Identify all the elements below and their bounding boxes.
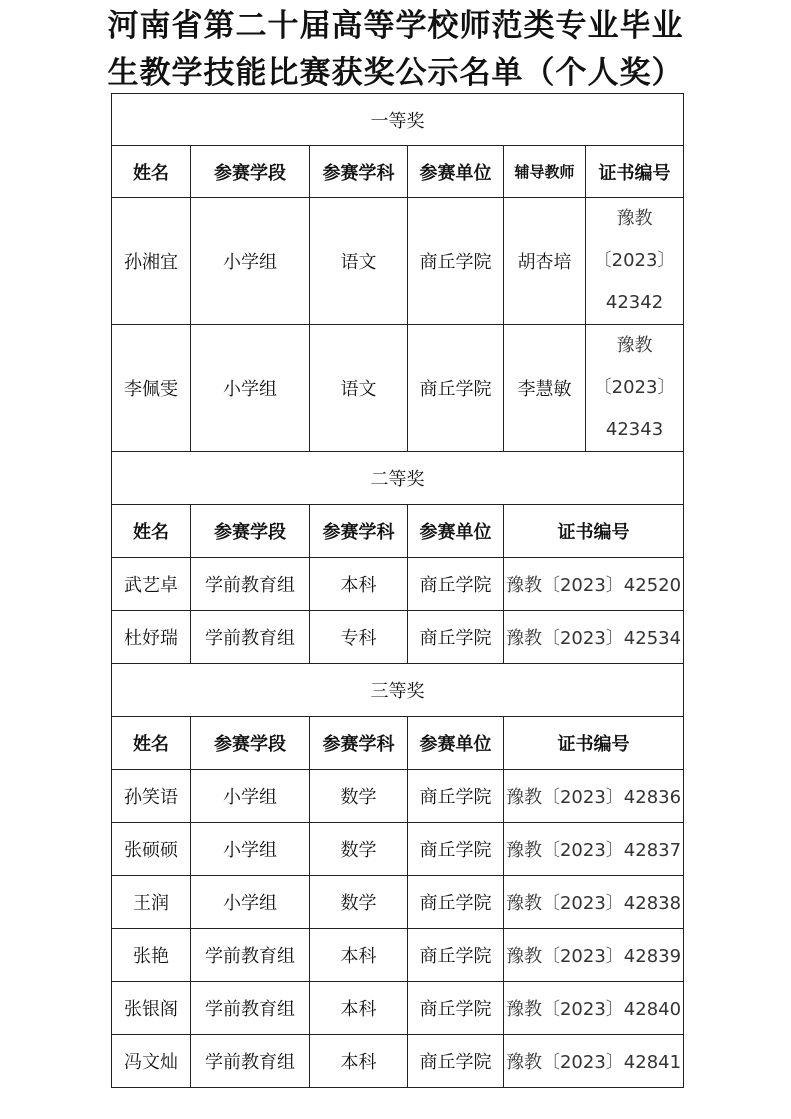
cell-unit: 商丘学院 [408, 558, 504, 611]
header-cert: 证书编号 [504, 717, 684, 770]
cell-stage: 学前教育组 [191, 1035, 310, 1088]
cell-cert: 豫教〔2023〕42840 [504, 982, 684, 1035]
cell-stage: 小学组 [191, 325, 310, 452]
cell-stage: 学前教育组 [191, 929, 310, 982]
header-name: 姓名 [112, 505, 191, 558]
cell-tutor: 李慧敏 [504, 325, 586, 452]
table-row [112, 876, 684, 929]
second-prize-label: 二等奖 [112, 452, 684, 505]
header-stage: 参赛学段 [191, 717, 310, 770]
header-stage: 参赛学段 [191, 505, 310, 558]
header-subject: 参赛学科 [310, 505, 408, 558]
cell-stage: 小学组 [191, 876, 310, 929]
cell-unit: 商丘学院 [408, 823, 504, 876]
cell-name: 武艺卓 [112, 558, 191, 611]
cell-name: 孙笑语 [112, 770, 191, 823]
cell-cert: 豫教〔2023〕42836 [504, 770, 684, 823]
cell-name: 李佩雯 [112, 325, 191, 452]
cert-number: 42343 [605, 419, 664, 440]
cell-stage: 学前教育组 [191, 611, 310, 664]
table-row [112, 929, 684, 982]
cell-cert: 豫教〔2023〕42837 [504, 823, 684, 876]
cell-subject: 数学 [310, 770, 408, 823]
cell-subject: 语文 [310, 198, 408, 325]
header-name: 姓名 [112, 146, 191, 198]
cell-subject: 本科 [310, 982, 408, 1035]
document-title-line-2: 生教学技能比赛获奖公示名单（个人奖） [107, 55, 684, 91]
cell-cert: 豫教〔2023〕42839 [504, 929, 684, 982]
table-row [112, 198, 684, 325]
cell-subject: 数学 [310, 823, 408, 876]
table-row [112, 770, 684, 823]
cell-name: 王润 [112, 876, 191, 929]
header-name: 姓名 [112, 717, 191, 770]
cell-subject: 本科 [310, 558, 408, 611]
table-row [112, 611, 684, 664]
cell-cert: 豫教〔2023〕42838 [504, 876, 684, 929]
third-prize-label: 三等奖 [112, 664, 684, 717]
table-row [112, 982, 684, 1035]
cell-unit: 商丘学院 [408, 1035, 504, 1088]
cell-cert: 豫教〔2023〕42520 [504, 558, 684, 611]
cell-name: 杜妤瑞 [112, 611, 191, 664]
cell-subject: 本科 [310, 1035, 408, 1088]
header-unit: 参赛单位 [408, 717, 504, 770]
cell-subject: 专科 [310, 611, 408, 664]
cell-stage: 学前教育组 [191, 558, 310, 611]
header-cert: 证书编号 [504, 505, 684, 558]
cell-name: 孙湘宜 [112, 198, 191, 325]
first-prize-header-row [112, 146, 684, 198]
cell-unit: 商丘学院 [408, 982, 504, 1035]
header-subject: 参赛学科 [310, 717, 408, 770]
header-unit: 参赛单位 [408, 146, 504, 198]
table-row [112, 823, 684, 876]
cell-stage: 小学组 [191, 823, 310, 876]
cell-subject: 本科 [310, 929, 408, 982]
cell-unit: 商丘学院 [408, 325, 504, 452]
cell-name: 冯文灿 [112, 1035, 191, 1088]
cert-prefix: 豫教〔2023〕 [593, 335, 676, 398]
cell-subject: 语文 [310, 325, 408, 452]
award-table [111, 93, 684, 1088]
cert-prefix: 豫教〔2023〕 [593, 208, 676, 271]
cell-subject: 数学 [310, 876, 408, 929]
cert-number: 42342 [605, 292, 664, 313]
cell-unit: 商丘学院 [408, 876, 504, 929]
document-title-line-1: 河南省第二十届高等学校师范类专业毕业 [107, 8, 684, 44]
table-row [112, 325, 684, 452]
table-row [112, 1035, 684, 1088]
first-prize-label: 一等奖 [112, 94, 684, 146]
header-cert: 证书编号 [586, 146, 684, 198]
header-unit: 参赛单位 [408, 505, 504, 558]
cell-unit: 商丘学院 [408, 611, 504, 664]
second-prize-header-row [112, 505, 684, 558]
header-stage: 参赛学段 [191, 146, 310, 198]
cell-tutor: 胡杏培 [504, 198, 586, 325]
cell-cert: 豫教〔2023〕42534 [504, 611, 684, 664]
cell-unit: 商丘学院 [408, 929, 504, 982]
cell-stage: 学前教育组 [191, 982, 310, 1035]
cell-cert [586, 325, 684, 452]
table-row [112, 558, 684, 611]
cell-unit: 商丘学院 [408, 198, 504, 325]
cell-unit: 商丘学院 [408, 770, 504, 823]
header-subject: 参赛学科 [310, 146, 408, 198]
third-prize-header-row [112, 717, 684, 770]
cell-name: 张硕硕 [112, 823, 191, 876]
cell-stage: 小学组 [191, 770, 310, 823]
cell-cert [586, 198, 684, 325]
cell-stage: 小学组 [191, 198, 310, 325]
header-tutor: 辅导教师 [504, 146, 586, 198]
cell-name: 张银阁 [112, 982, 191, 1035]
cell-cert: 豫教〔2023〕42841 [504, 1035, 684, 1088]
cell-name: 张艳 [112, 929, 191, 982]
